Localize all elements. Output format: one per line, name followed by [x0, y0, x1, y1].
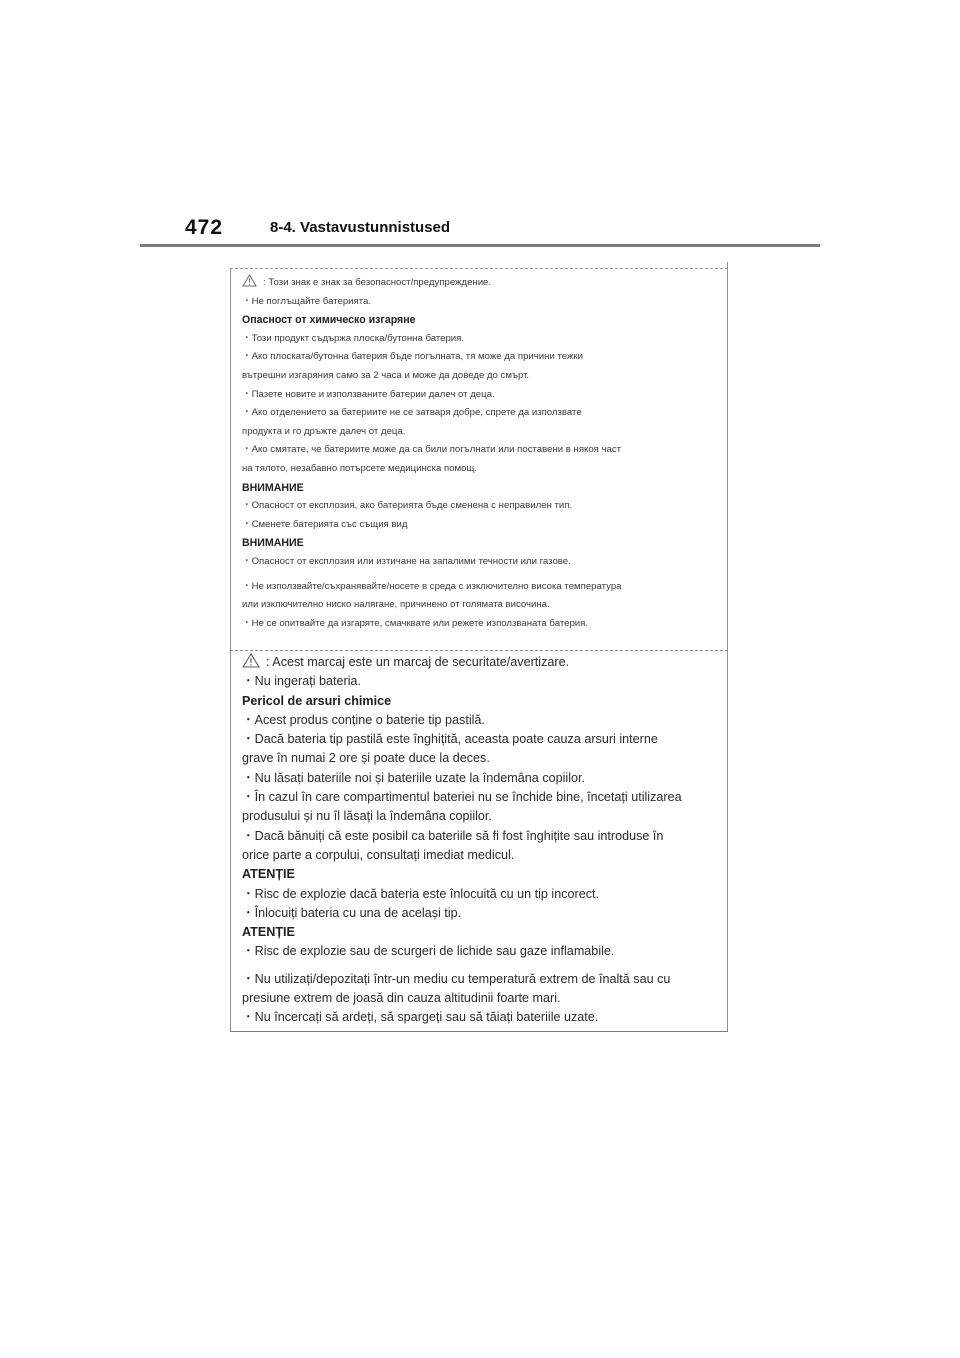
bg-line: ・Този продукт съдържа плоска/бутонна батерия.: [242, 332, 465, 344]
ro-heading: Pericol de arsuri chimice: [242, 693, 392, 708]
bg-line: ・Не се опитвайте да изгаряте, смачквате или режете използваната батерия.: [242, 617, 588, 629]
bg-line: ・Опасност от експлозия или изтичане на запалими течности или газове.: [242, 555, 571, 567]
bg-line: ・Ако отделението за батериите не се затваря добре, спрете да използвате: [242, 407, 582, 419]
ro-spacer: [242, 962, 720, 970]
ro-line: ・Risc de explozie dacă bateria este înlocuită cu un tip incorect.: [242, 886, 600, 901]
ro-heading: ATENȚIE: [242, 867, 295, 882]
ro-line: ・Dacă bateria tip pastilă este înghițită, aceasta poate cauza arsuri interne: [242, 732, 658, 747]
bg-line: или изключително ниско налягане, причинено от голямата височина.: [242, 599, 550, 611]
header-rule: [140, 244, 820, 247]
ro-line: orice parte a corpului, consultați imediat medicul.: [242, 847, 515, 862]
ro-symbol-description: : Acest marcaj este un marcaj de securitate/avertizare.: [266, 655, 570, 669]
warning-triangle-icon: [242, 653, 260, 668]
bg-line: на тялото, незабавно потърсете медицинска помощ.: [242, 462, 478, 474]
bg-line: ・Не използвайте/съхранявайте/носете в среда с изключително висока температура: [242, 580, 622, 592]
scanned-label-image: [230, 262, 728, 1032]
bg-line: вътрешни изгаряния само за 2 часа и може да доведе до смърт.: [242, 369, 530, 381]
bg-heading: Опасност от химическо изгаряне: [242, 314, 416, 327]
ro-line: ・Nu lăsați bateriile noi și bateriile uzate la îndemâna copiilor.: [242, 770, 586, 785]
bg-line: ・Ако смятате, че батериите може да са били погълнати или поставени в някоя част: [242, 444, 622, 456]
ro-line: ・În cazul în care compartimentul bateriei nu se închide bine, încetați utilizarea: [242, 790, 682, 805]
frame-bottom-border: [230, 1031, 728, 1032]
ro-line: grave în numai 2 ore și poate duce la deces.: [242, 751, 490, 766]
ro-line: ・Acest produs conține o baterie tip pastilă.: [242, 712, 485, 727]
bg-symbol-line: [242, 274, 720, 293]
bg-line: ・Опасност от експлозия, ако батерията бъде сменена с неправилен тип.: [242, 500, 573, 512]
romanian-warning-text: [242, 653, 720, 1028]
ro-line: ・Nu ingerați bateria.: [242, 674, 362, 689]
ro-line: ・Nu utilizați/depozitați într-un mediu cu temperatură extrem de înaltă sau cu: [242, 971, 671, 986]
bg-heading: ВНИМАНИЕ: [242, 481, 304, 494]
ro-line: ・Înlocuiți bateria cu una de același tip.: [242, 905, 462, 920]
ro-symbol-line: [242, 653, 720, 672]
page-number: 472: [185, 216, 224, 239]
bg-line: продукта и го дръжте далеч от деца.: [242, 425, 406, 437]
bg-line: ・Не поглъщайте батерията.: [242, 295, 372, 307]
frame-right-border: [727, 262, 728, 1032]
bg-line: ・Ако плоската/бутонна батерия бъде погълната, тя може да причини тежки: [242, 351, 583, 363]
bulgarian-warning-text: [242, 274, 720, 633]
ro-line: ・Nu încercați să ardeți, să spargeți sau să tăiați bateriile uzate.: [242, 1010, 599, 1025]
section-title: 8-4. Vastavustunnistused: [270, 219, 451, 236]
bg-heading: ВНИМАНИЕ: [242, 537, 304, 550]
ro-line: ・Dacă bănuiți că este posibil ca bateriile să fi fost înghițite sau introduse în: [242, 828, 664, 843]
bg-symbol-description: : Този знак е знак за безопасност/предупреждение.: [263, 277, 492, 288]
frame-top-border: [230, 268, 728, 269]
page-header: [140, 212, 820, 248]
warning-triangle-icon: [242, 274, 257, 287]
ro-line: presiune extrem de joasă din cauza altitudinii foarte mari.: [242, 991, 561, 1006]
bg-line: ・Сменете батерията със същия вид: [242, 518, 408, 530]
ro-heading: ATENȚIE: [242, 925, 295, 940]
bg-line: ・Пазете новите и използваните батерии далеч от деца.: [242, 388, 495, 400]
ro-line: ・Risc de explozie sau de scurgeri de lichide sau gaze inflamabile.: [242, 944, 615, 959]
ro-line: produsului și nu îl lăsați la îndemâna copiilor.: [242, 809, 492, 824]
section-divider: [230, 650, 728, 651]
